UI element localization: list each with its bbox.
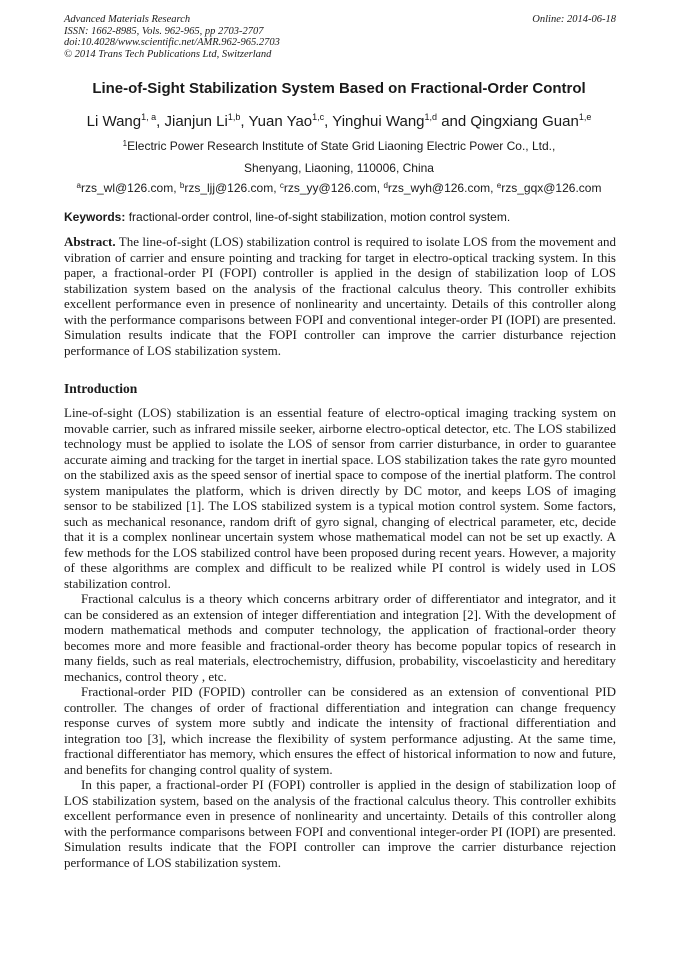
email-mark: a: [76, 181, 81, 190]
email-list: [30, 181, 648, 196]
author-separator: ,: [324, 113, 333, 130]
email-address: rzs_gqx@126.com: [501, 181, 602, 195]
copyright-line: © 2014 Trans Tech Publications Ltd, Switzerland: [64, 48, 272, 60]
introduction-body: [64, 405, 616, 870]
section-heading-introduction: Introduction: [64, 381, 138, 396]
email-mark: d: [383, 181, 388, 190]
email-mark: b: [179, 181, 185, 190]
author-affil-mark: 1, a: [141, 112, 157, 122]
author-name: Yinghui Wang: [332, 113, 425, 130]
journal-header: [64, 14, 616, 60]
keywords: [64, 210, 616, 225]
author-affil-mark: 1,d: [424, 112, 438, 122]
author-affil-mark: 1,e: [578, 112, 592, 122]
journal-name: Advanced Materials Research: [64, 14, 191, 25]
author-list: [30, 112, 648, 132]
author-separator: ,: [240, 113, 249, 130]
email-mark: c: [279, 181, 284, 190]
email-address: rzs_yy@126.com: [283, 181, 377, 195]
author-name: Li Wang: [86, 113, 142, 130]
paragraph: Fractional calculus is a theory which concerns arbitrary order of differentiator and integrator, and it can be considered as an extension of integer differentiation and integration [2]. With the development of modern mathematical methods and computer technology, the application of fractional-order theory becomes more and more feasible and fractional-order theory has become popular topics of research in many fields, such as real materials, electrochemistry, diffusion, probability, viscoelasticity and hereditary mechanics, control theory , etc.: [64, 591, 616, 684]
author-separator: ,: [156, 113, 165, 130]
paragraph: Fractional-order PID (FOPID) controller can be considered as an extension of conventional PID controller. The changes of order of fractional differentiation and integration can change frequency response curves of system more subtly and indicate the intensity of fractional differentiation and integration too [3], which increase the flexibility of system performance adjusting. At the same time, fractional differentiator has memory, which ensures the effect of historical information to now and future, and benefits for changing control quality of system.: [64, 684, 616, 777]
author-affil-mark: 1,b: [227, 112, 241, 122]
affiliation-text: Electric Power Research Institute of State Grid Liaoning Electric Power Co., Ltd.,: [127, 139, 556, 153]
author-affil-mark: 1,c: [312, 112, 325, 122]
email-separator: ,: [273, 181, 280, 195]
email-address: rzs_wl@126.com: [80, 181, 174, 195]
affiliation-mark: 1: [122, 139, 128, 148]
author-name: Jianjun Li: [164, 113, 228, 130]
affiliation-line-2: Shenyang, Liaoning, 110006, China: [244, 161, 434, 175]
email-separator: ,: [490, 181, 497, 195]
issn-line: ISSN: 1662-8985, Vols. 962-965, pp 2703-2707: [64, 25, 264, 37]
author-separator-and: and: [437, 113, 471, 130]
keywords-label: Keywords:: [64, 210, 126, 224]
paragraph: Line-of-sight (LOS) stabilization is an essential feature of electro-optical imaging tracking system on movable carrier, such as infrared missile seeker, airborne electro-optical detector, etc. The LOS stabilized technology must be applied to isolate the LOS of sensor from carrier disturbance, in order to guarantee accurate aiming and tracking for the target in inertial space. LOS stabilization takes the rate gyro mounted on the stabilized axis as the speed sensor of inertial space to compose of the inertial platform. The control system manipulates the platform, which is driven directly by DC motor, and keeps LOS of imaging sensor to be stabilized [1]. The LOS stabilized system is a typical motion control system. Some factors, such as mechanical resonance, random drift of gyro signal, changing of electrical parameter, etc, decide that it is a complex nonlinear uncertain system whose mathematical model can not be set up exactly. A few methods for the LOS stabilized control have been proposed during recent years. However, a majority of these algorithms are complex and difficult to be realized while PI control is widely used in LOS stabilization control.: [64, 405, 616, 591]
email-address: rzs_ljj@126.com: [184, 181, 274, 195]
abstract-label: Abstract.: [64, 234, 116, 249]
email-mark: e: [496, 181, 502, 190]
email-address: rzs_wyh@126.com: [387, 181, 491, 195]
paragraph: In this paper, a fractional-order PI (FOPI) controller is applied in the design of stabilization loop of LOS stabilization system, based on the analysis of the fractional calculus theory. This controller exhibits excellent performance even in presence of nonlinearity and uncertainty. Details of this controller along with the performance comparisons between FOPI and conventional integer-order PI (IOPI) are presented. Simulation results indicate that the FOPI controller can improve the carrier disturbance rejection performance of LOS stabilization system.: [64, 777, 616, 870]
abstract-text: The line-of-sight (LOS) stabilization control is required to isolate LOS from the movement and vibration of carrier and ensure pointing and tracking for target in electro-optical tracking system. In this paper, a fractional-order PI (FOPI) controller is applied in the design of stabilization loop of LOS stabilization system based on the analysis of the fractional calculus theory. This controller exhibits excellent performance even in presence of nonlinearity and uncertainty. Details of this controller along with the performance comparisons between FOPI and conventional integer-order PI (IOPI) are presented. Simulation results indicate that the FOPI controller can improve the carrier disturbance rejection performance of LOS stabilization system.: [64, 234, 616, 358]
online-date: Online: 2014-06-18: [532, 14, 616, 25]
author-name: Yuan Yao: [248, 113, 313, 130]
doi-line: doi:10.4028/www.scientific.net/AMR.962-965.2703: [64, 37, 280, 48]
paper-title: Line-of-Sight Stabilization System Based on Fractional-Order Control: [92, 80, 586, 97]
email-separator: ,: [376, 181, 384, 195]
abstract: [64, 234, 616, 358]
email-separator: ,: [173, 181, 180, 195]
keywords-text: fractional-order control, line-of-sight stabilization, motion control system.: [125, 210, 511, 224]
author-name: Qingxiang Guan: [470, 113, 579, 130]
affiliation-line-1: [30, 139, 648, 154]
